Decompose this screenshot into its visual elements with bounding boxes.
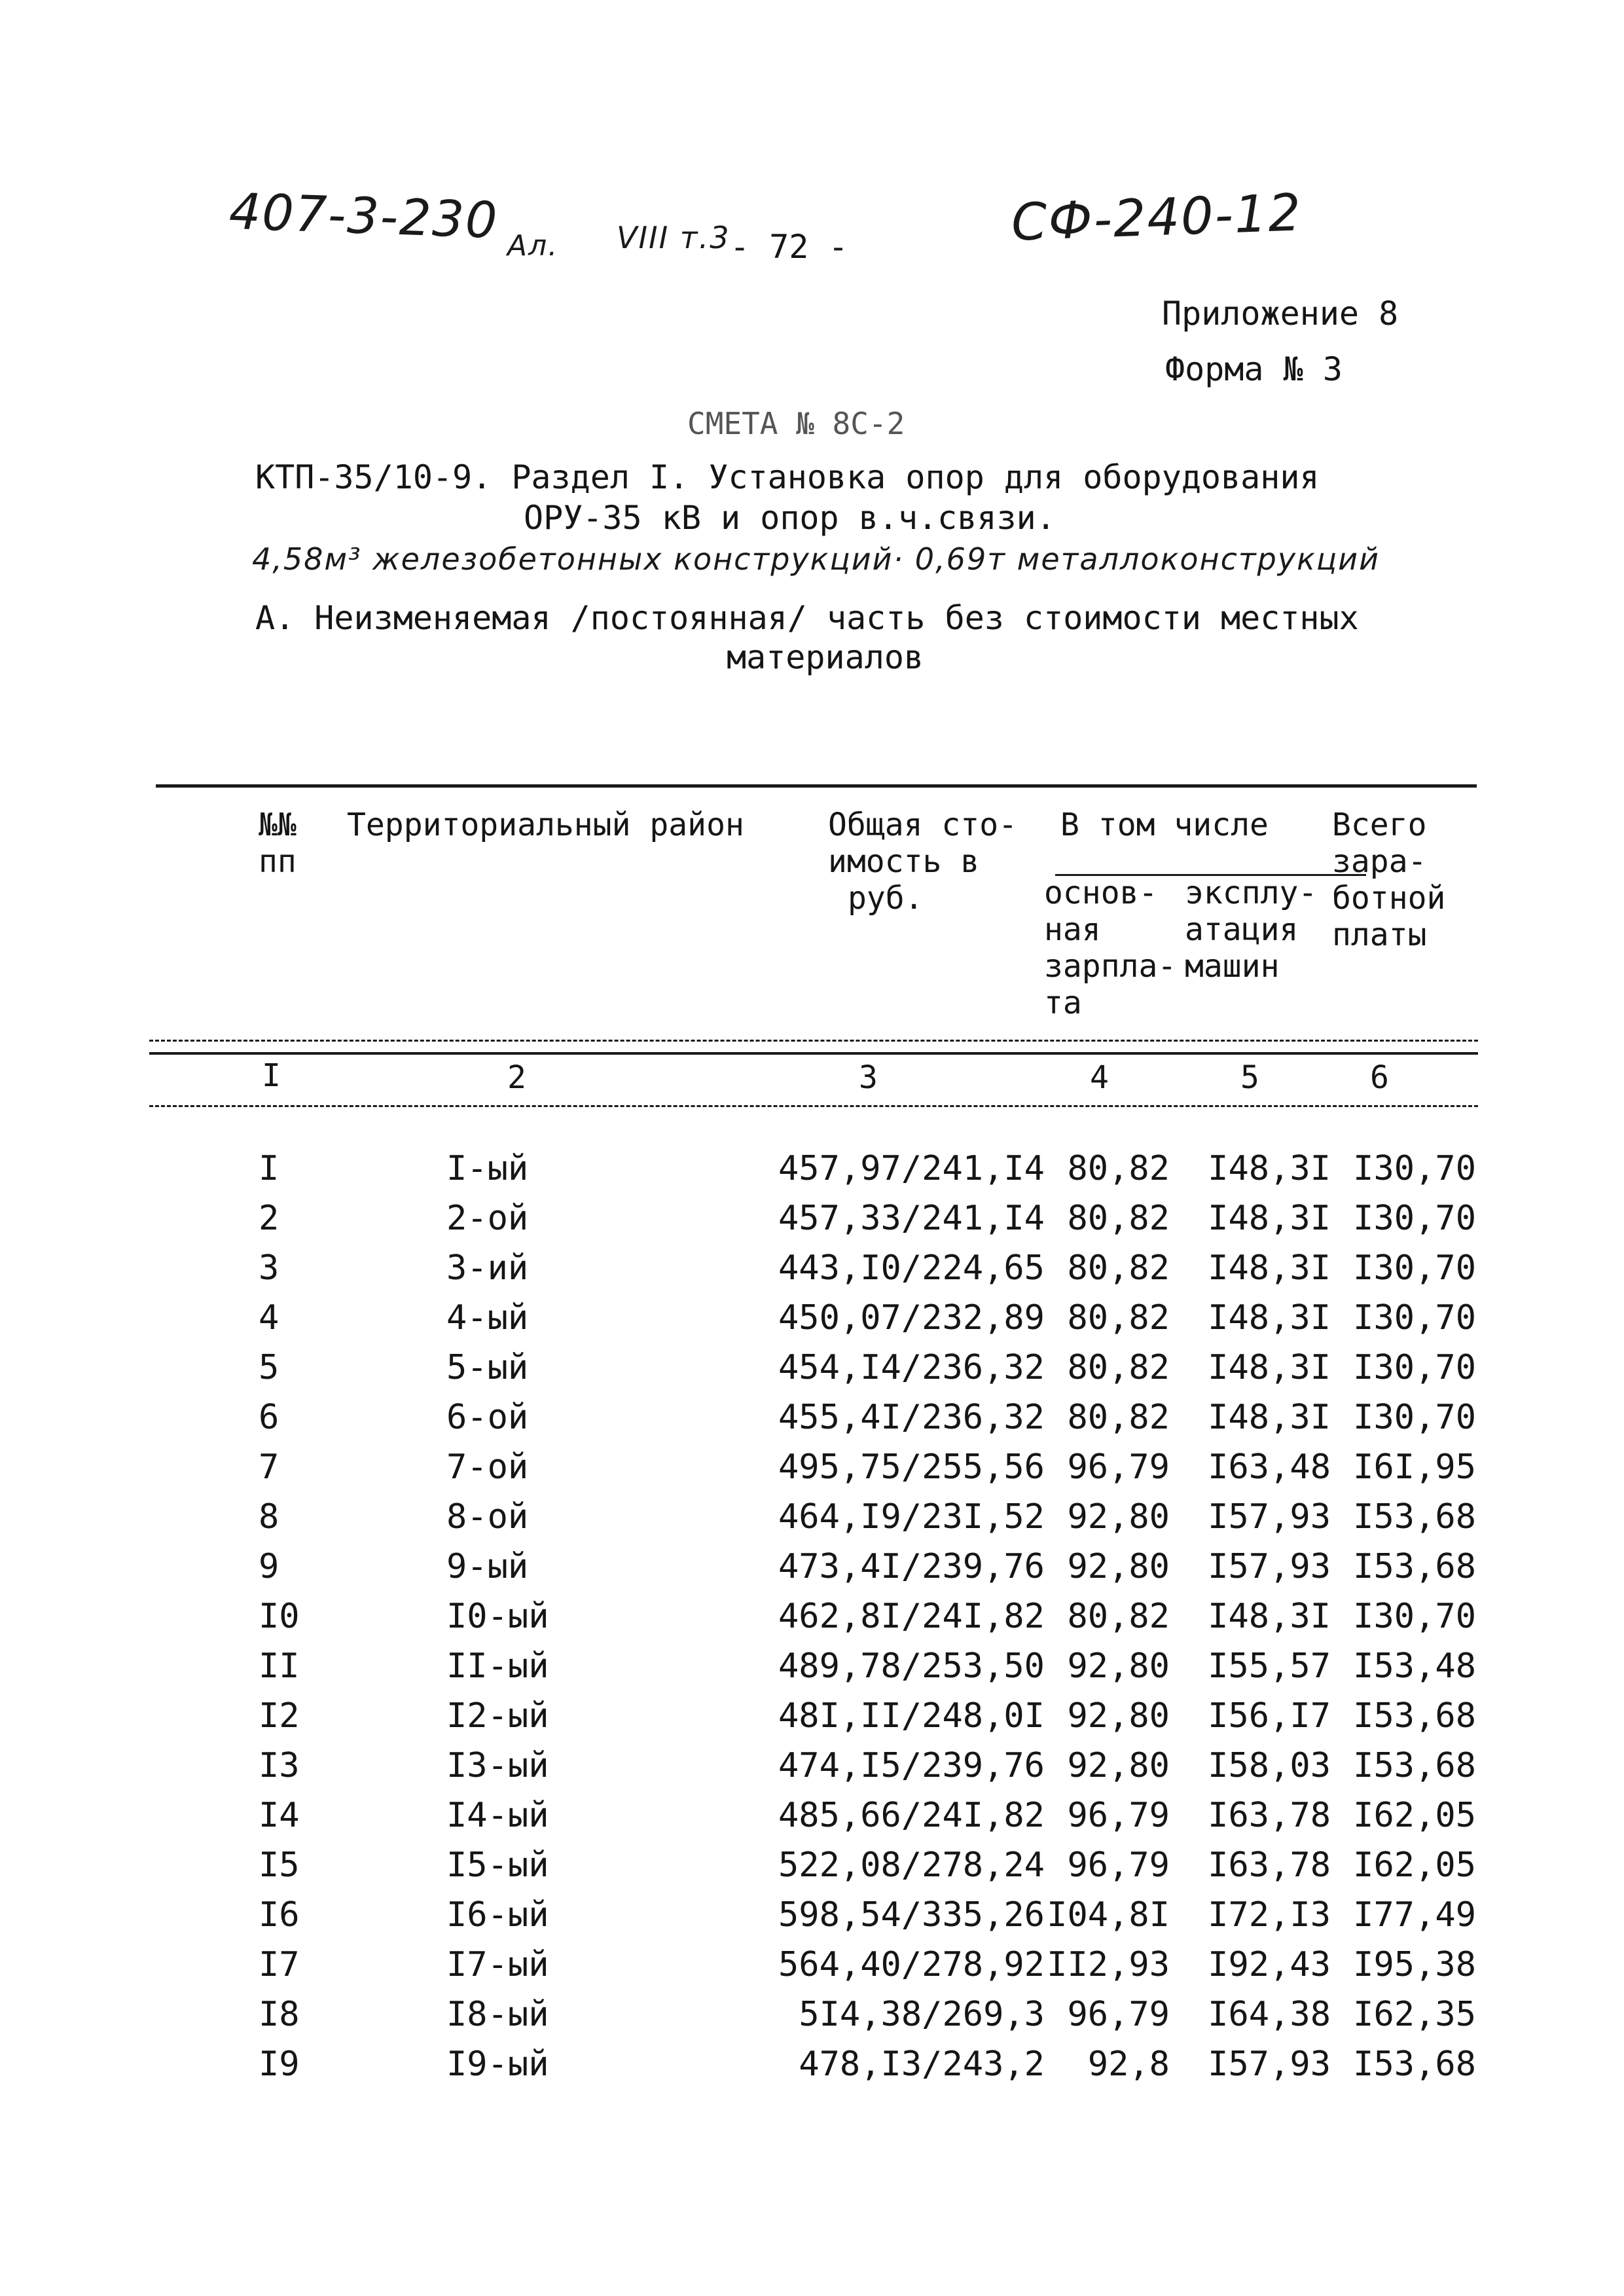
district-name-cell: 7-ой [446,1448,529,1487]
machine-operation-cell: I56,I7 [1208,1696,1331,1736]
base-wages-cell: 80,82 [1067,1348,1170,1387]
total-cost-cell: 598,54/335,26 [778,1895,1045,1935]
district-name-cell: I4-ый [446,1796,549,1835]
header-row-number: №№ пп [259,807,297,880]
total-cost-cell: 457,33/241,I4 [778,1199,1045,1238]
table-header-rule-bottom [149,1052,1478,1055]
row-number-cell: I0 [259,1597,300,1636]
district-name-cell: I-ый [446,1149,529,1188]
base-wages-cell: 92,80 [1067,1696,1170,1736]
total-cost-cell: 48I,II/248,0I [778,1696,1045,1736]
row-number-cell: I7 [259,1945,300,1984]
section-title-line2: ОРУ-35 кВ и опор в.ч.связи. [524,499,1056,537]
machine-operation-cell: I48,3I [1208,1298,1331,1338]
row-number-cell: I3 [259,1746,300,1785]
album-label: Ал. [507,229,559,263]
district-name-cell: I5-ый [446,1846,549,1885]
base-wages-cell: 92,80 [1067,1647,1170,1686]
total-cost-cell: 454,I4/236,32 [778,1348,1045,1387]
machine-operation-cell: I48,3I [1208,1248,1331,1288]
machine-operation-cell: I72,I3 [1208,1895,1331,1935]
total-wages-cell: I62,35 [1353,1995,1476,2034]
total-wages-cell: I30,70 [1353,1348,1476,1387]
district-name-cell: 5-ый [446,1348,529,1387]
base-wages-cell: 80,82 [1067,1248,1170,1288]
document-code: 407-3-230 [228,181,499,250]
base-wages-cell: 96,79 [1067,1448,1170,1487]
row-number-cell: I6 [259,1895,300,1935]
machine-operation-cell: I55,57 [1208,1647,1331,1686]
header-district: Территориальный район [347,807,744,843]
district-name-cell: 2-ой [446,1199,529,1238]
total-cost-cell: 485,66/24I,82 [778,1796,1045,1835]
row-number-cell: I8 [259,1995,300,2034]
row-number-cell: 3 [259,1248,280,1288]
row-number-cell: I [259,1149,280,1188]
sheet-code: СФ-240-12 [1010,183,1303,253]
base-wages-cell: 80,82 [1067,1199,1170,1238]
total-wages-cell: I53,68 [1353,1547,1476,1586]
base-wages-cell: 80,82 [1067,1398,1170,1437]
column-number: 4 [1090,1059,1109,1096]
total-wages-cell: I30,70 [1353,1199,1476,1238]
total-cost-cell: 455,4I/236,32 [778,1398,1045,1437]
row-number-cell: 5 [259,1348,280,1387]
total-wages-cell: I62,05 [1353,1846,1476,1885]
total-cost-cell: 474,I5/239,76 [778,1746,1045,1785]
total-cost-cell: 443,I0/224,65 [778,1248,1045,1288]
row-number-cell: I2 [259,1696,300,1736]
form-number: Форма № 3 [1165,350,1343,388]
machine-operation-cell: I48,3I [1208,1149,1331,1188]
base-wages-cell: 80,82 [1067,1149,1170,1188]
total-wages-cell: I77,49 [1353,1895,1476,1935]
district-name-cell: I8-ый [446,1995,549,2034]
construction-volumes-note: 4,58м³ железобетонных конструкций· 0,69т металлоконструкций [252,541,1380,577]
column-number: 3 [859,1059,878,1096]
column-number: 2 [507,1059,526,1096]
base-wages-cell: 96,79 [1067,1796,1170,1835]
row-number-cell: II [259,1647,300,1686]
column-number-rule [149,1105,1478,1107]
machine-operation-cell: I58,03 [1208,1746,1331,1785]
district-name-cell: I9-ый [446,2045,549,2084]
machine-operation-cell: I63,78 [1208,1796,1331,1835]
machine-operation-cell: I48,3I [1208,1398,1331,1437]
header-base-wages: основ- ная зарпла- та [1044,875,1177,1021]
machine-operation-cell: I63,78 [1208,1846,1331,1885]
column-number: 6 [1370,1059,1389,1096]
district-name-cell: 3-ий [446,1248,529,1288]
part-title-line2: материалов [727,638,924,676]
total-wages-cell: I53,68 [1353,1497,1476,1537]
appendix-label: Приложение 8 [1162,295,1399,333]
district-name-cell: I7-ый [446,1945,549,1984]
row-number-cell: 7 [259,1448,280,1487]
total-wages-cell: I53,68 [1353,2045,1476,2084]
total-cost-cell: 564,40/278,92 [778,1945,1045,1984]
base-wages-cell: 96,79 [1067,1995,1170,2034]
row-number-cell: I4 [259,1796,300,1835]
base-wages-cell: 92,80 [1067,1497,1170,1537]
total-wages-cell: I95,38 [1353,1945,1476,1984]
base-wages-cell: 96,79 [1067,1846,1170,1885]
machine-operation-cell: I57,93 [1208,1547,1331,1586]
district-name-cell: I0-ый [446,1597,549,1636]
district-name-cell: 4-ый [446,1298,529,1338]
machine-operation-cell: I48,3I [1208,1597,1331,1636]
district-name-cell: I6-ый [446,1895,549,1935]
machine-operation-cell: I63,48 [1208,1448,1331,1487]
total-cost-cell: 464,I9/23I,52 [778,1497,1045,1537]
column-number: 5 [1240,1059,1259,1096]
machine-operation-cell: I57,93 [1208,1497,1331,1537]
page-number: - 72 - [730,228,848,266]
total-wages-cell: I30,70 [1353,1398,1476,1437]
total-cost-cell: 457,97/241,I4 [778,1149,1045,1188]
table-top-rule [156,784,1477,788]
base-wages-cell: 80,82 [1067,1597,1170,1636]
table-header-rule [149,1040,1478,1042]
header-total-cost: Общая сто- имость в руб. [828,807,1017,917]
row-number-cell: I5 [259,1846,300,1885]
district-name-cell: II-ый [446,1647,549,1686]
total-wages-cell: I30,70 [1353,1298,1476,1338]
row-number-cell: 9 [259,1547,280,1586]
total-wages-cell: I53,48 [1353,1647,1476,1686]
header-total-wages: Всего зара- ботной платы [1332,807,1446,953]
district-name-cell: 6-ой [446,1398,529,1437]
row-number-cell: 4 [259,1298,280,1338]
machine-operation-cell: I64,38 [1208,1995,1331,2034]
total-wages-cell: I53,68 [1353,1746,1476,1785]
column-number: I [262,1057,281,1094]
district-name-cell: 8-ой [446,1497,529,1537]
row-number-cell: 8 [259,1497,280,1537]
total-cost-cell: 489,78/253,50 [778,1647,1045,1686]
base-wages-cell: I04,8I [1047,1895,1170,1935]
total-wages-cell: I30,70 [1353,1597,1476,1636]
header-including: В том числе [1060,807,1269,843]
total-cost-cell: 495,75/255,56 [778,1448,1045,1487]
total-wages-cell: I6I,95 [1353,1448,1476,1487]
total-cost-cell: 522,08/278,24 [778,1846,1045,1885]
total-cost-cell: 5I4,38/269,3 [799,1995,1045,2034]
total-cost-cell: 450,07/232,89 [778,1298,1045,1338]
part-title-line1: А. Неизменяемая /постоянная/ часть без стоимости местных [255,599,1359,637]
base-wages-cell: 92,8 [1087,2045,1170,2084]
machine-operation-cell: I48,3I [1208,1348,1331,1387]
album-volume: VIII т.3 [617,220,731,255]
base-wages-cell: 92,80 [1067,1547,1170,1586]
base-wages-cell: II2,93 [1047,1945,1170,1984]
row-number-cell: 6 [259,1398,280,1437]
row-number-cell: 2 [259,1199,280,1238]
machine-operation-cell: I48,3I [1208,1199,1331,1238]
district-name-cell: 9-ый [446,1547,529,1586]
total-cost-cell: 462,8I/24I,82 [778,1597,1045,1636]
total-wages-cell: I30,70 [1353,1248,1476,1288]
section-title-line1: КТП-35/10-9. Раздел I. Установка опор для оборудования [255,458,1320,496]
total-wages-cell: I53,68 [1353,1696,1476,1736]
machine-operation-cell: I57,93 [1208,2045,1331,2084]
total-cost-cell: 478,I3/243,2 [799,2045,1045,2084]
row-number-cell: I9 [259,2045,300,2084]
header-machine-operation: эксплу- атация машин [1185,875,1318,985]
total-cost-cell: 473,4I/239,76 [778,1547,1045,1586]
district-name-cell: I2-ый [446,1696,549,1736]
base-wages-cell: 80,82 [1067,1298,1170,1338]
machine-operation-cell: I92,43 [1208,1945,1331,1984]
estimate-title: СМЕТА № 8С-2 [687,406,905,441]
district-name-cell: I3-ый [446,1746,549,1785]
base-wages-cell: 92,80 [1067,1746,1170,1785]
total-wages-cell: I62,05 [1353,1796,1476,1835]
total-wages-cell: I30,70 [1353,1149,1476,1188]
